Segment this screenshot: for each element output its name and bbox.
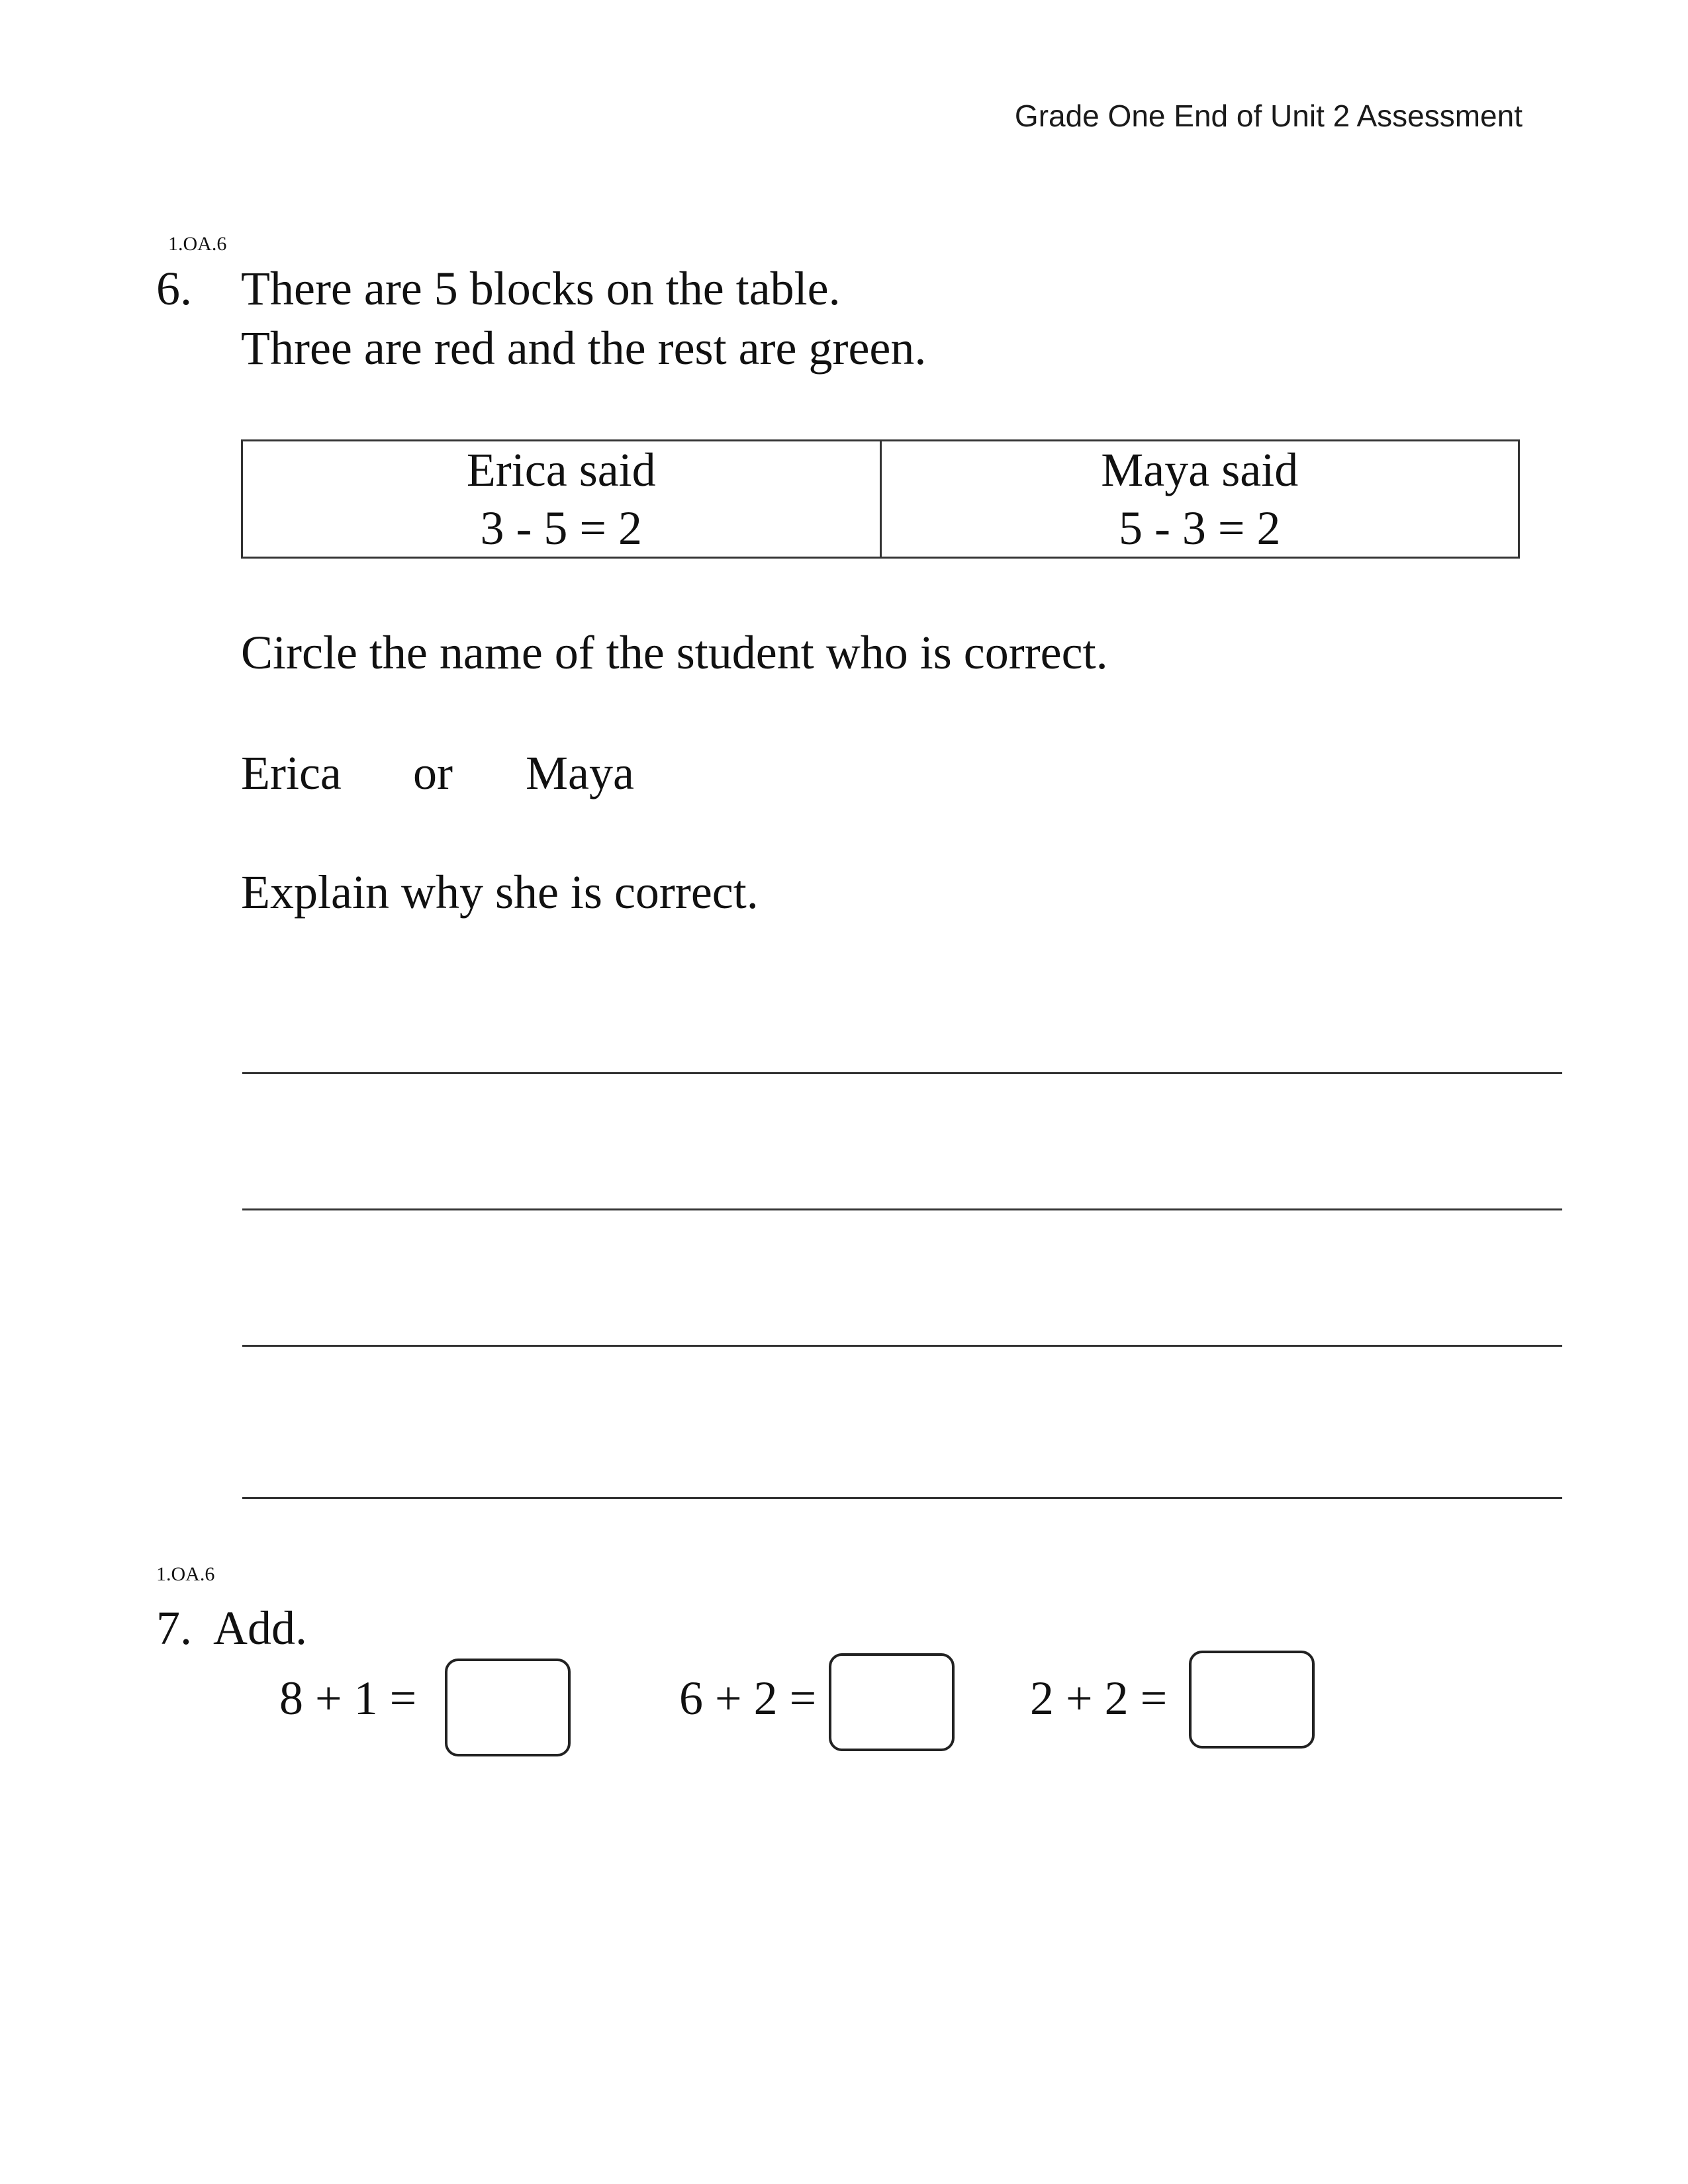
- maya-name: Maya said: [1101, 443, 1299, 496]
- answer-line-3[interactable]: [242, 1345, 1562, 1347]
- circle-instruction: Circle the name of the student who is correct.: [241, 626, 1108, 679]
- answer-line-1[interactable]: [242, 1072, 1562, 1074]
- q6-number: 6.: [156, 262, 192, 315]
- erica-cell: [243, 441, 880, 557]
- q6-prompt-line-2: Three are red and the rest are green.: [241, 322, 927, 375]
- answer-line-2[interactable]: [242, 1208, 1562, 1210]
- choice-maya[interactable]: Maya: [526, 747, 634, 799]
- addition-problem-2: 6 + 2 =: [679, 1672, 817, 1725]
- q7-label: 7. Add.: [156, 1602, 308, 1655]
- student-answers-table: [241, 439, 1520, 559]
- addition-problem-1: 8 + 1 =: [279, 1672, 417, 1725]
- erica-name: Erica said: [466, 443, 656, 496]
- answer-box-2[interactable]: [829, 1653, 955, 1751]
- maya-equation: 5 - 3 = 2: [1118, 502, 1281, 555]
- answer-box-3[interactable]: [1189, 1651, 1315, 1749]
- q6-standard-code: 1.OA.6: [168, 233, 227, 255]
- answer-line-4[interactable]: [242, 1497, 1562, 1499]
- maya-cell: [880, 441, 1519, 557]
- addition-problem-3: 2 + 2 =: [1030, 1672, 1168, 1725]
- erica-equation: 3 - 5 = 2: [480, 502, 643, 555]
- q6-prompt-line-1: There are 5 blocks on the table.: [241, 262, 841, 315]
- choice-erica[interactable]: Erica: [241, 747, 342, 799]
- page-header-title: Grade One End of Unit 2 Assessment: [1014, 99, 1523, 133]
- q7-standard-code: 1.OA.6: [156, 1563, 215, 1585]
- choice-or-word: or: [413, 747, 453, 799]
- explain-instruction: Explain why she is correct.: [241, 866, 759, 919]
- answer-box-1[interactable]: [445, 1659, 571, 1756]
